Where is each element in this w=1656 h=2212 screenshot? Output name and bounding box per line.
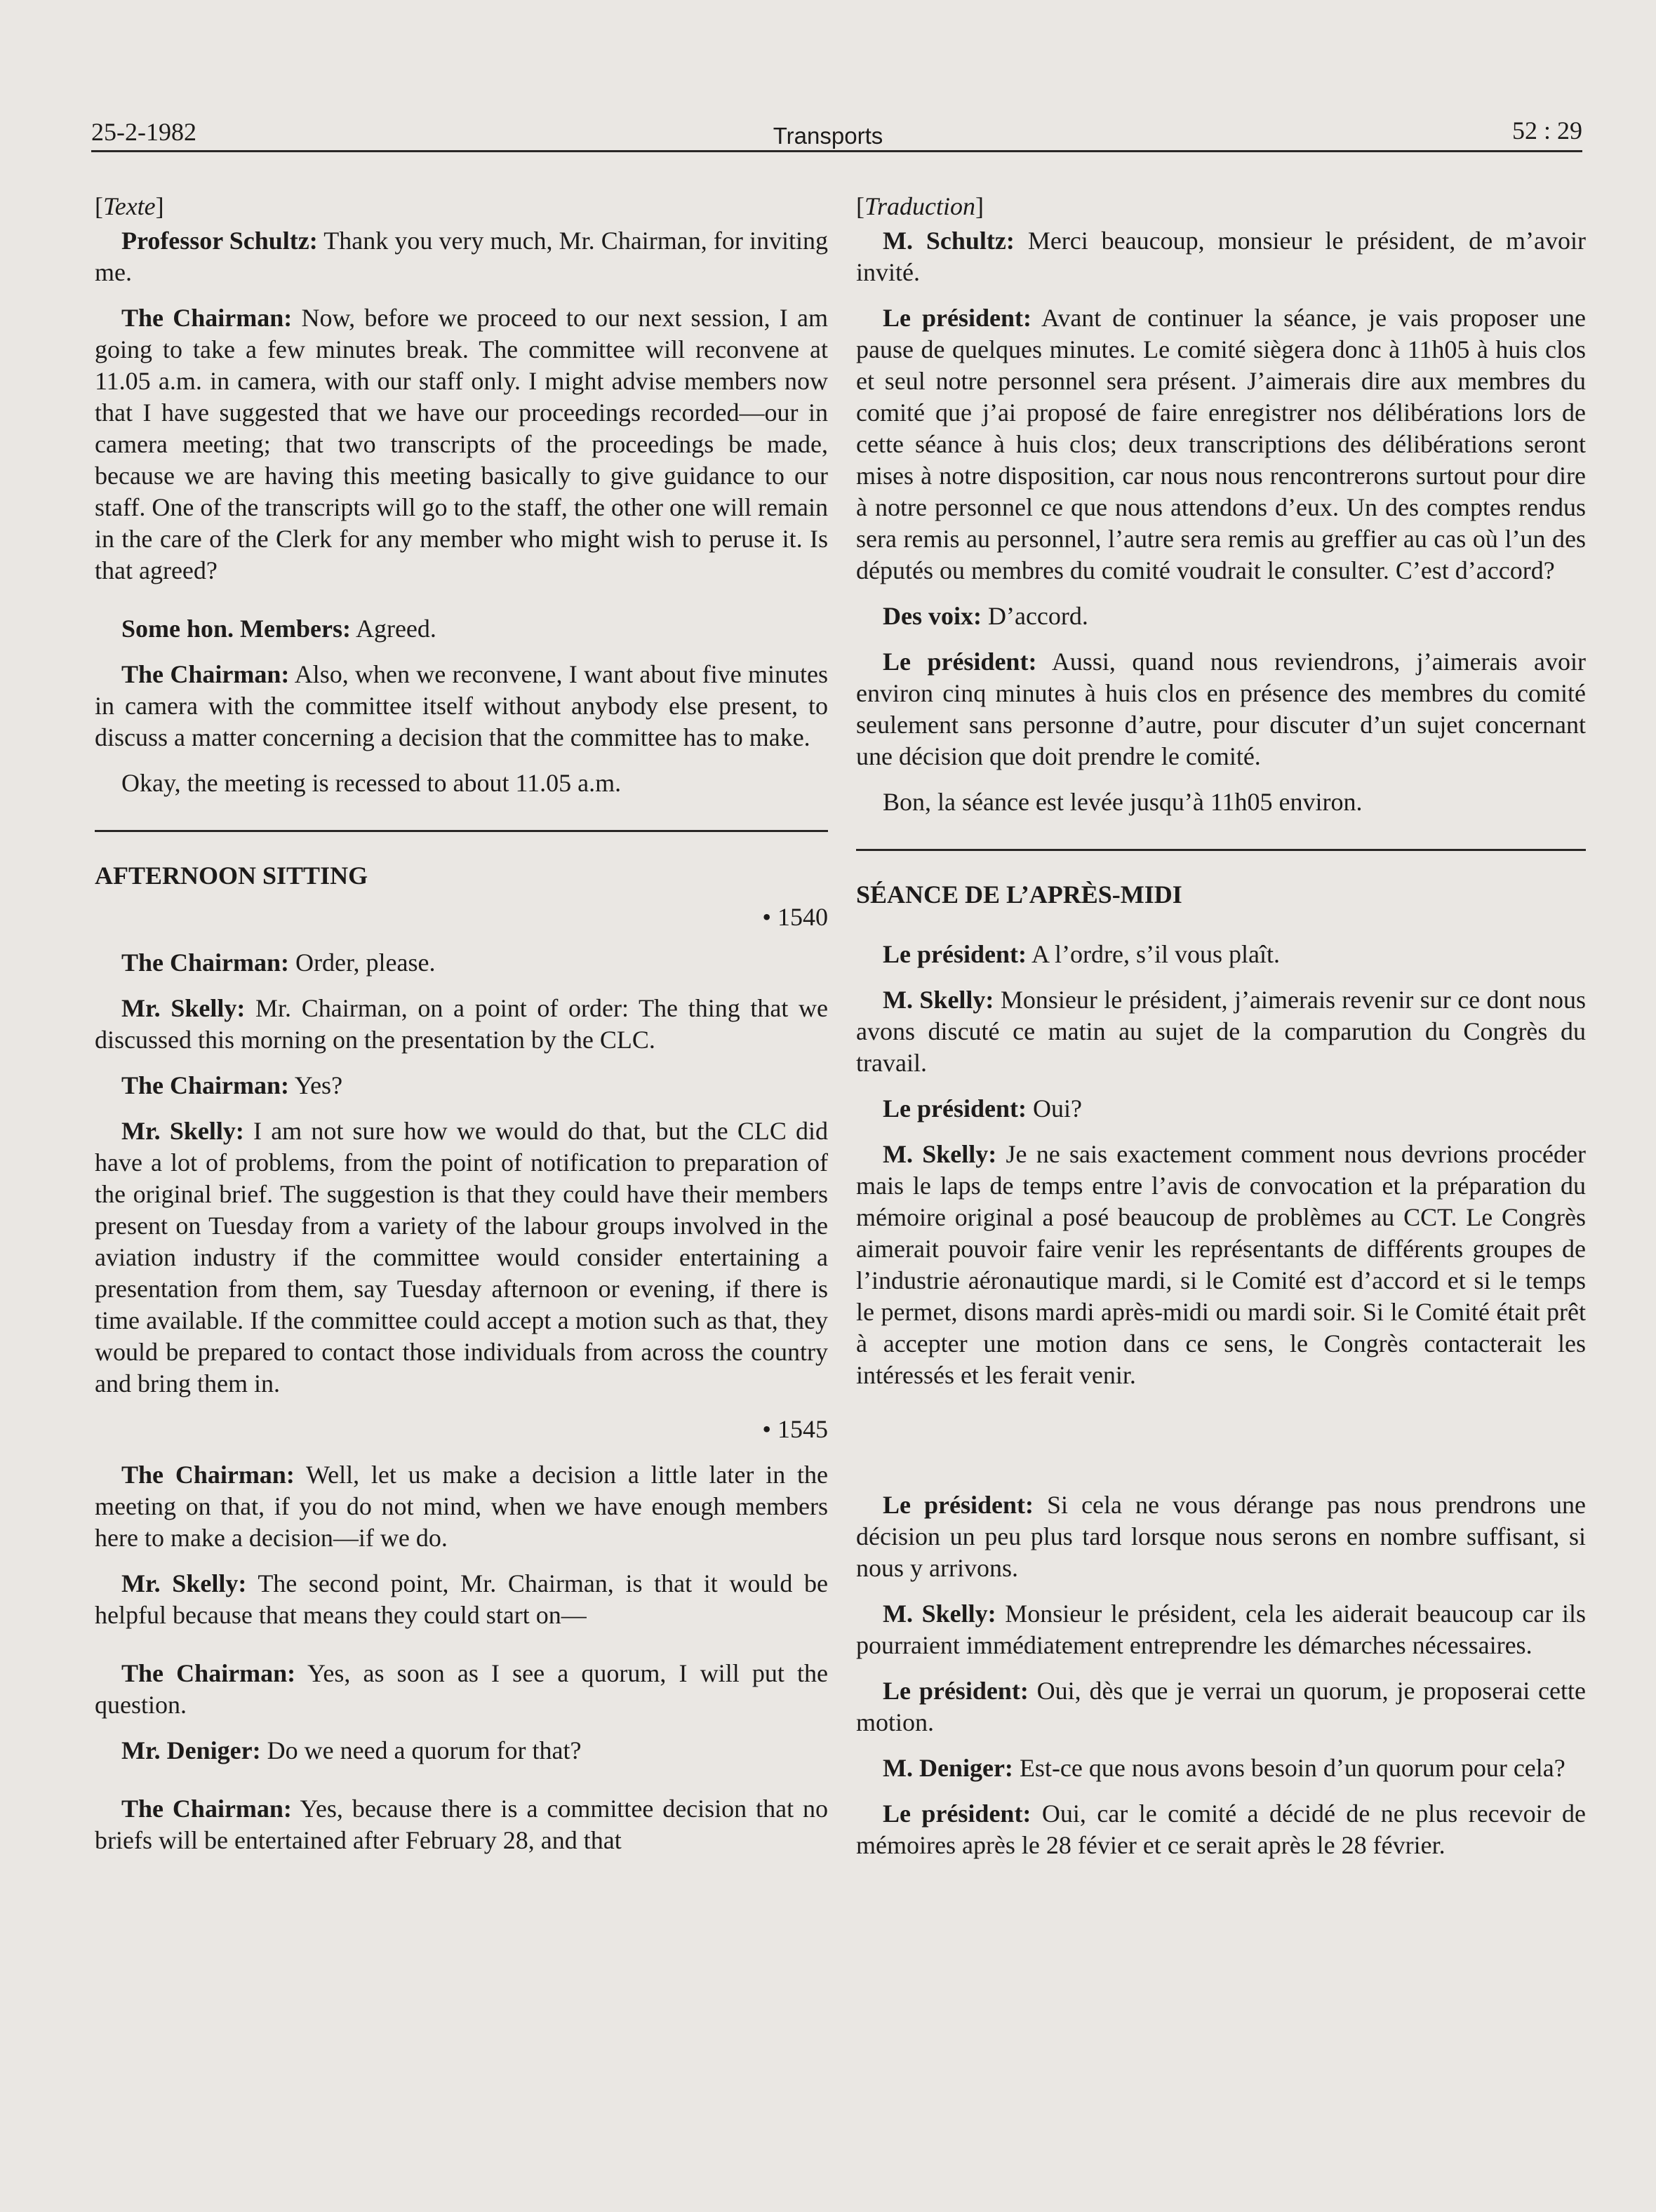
speaker: Le président: [883,1677,1029,1705]
speech-paragraph: Le président: Oui, car le comité a décidé de ne plus recevoir de mémoires après le 28 févier et ce serait après le 28 février. [856,1799,1587,1859]
section-heading: SÉANCE DE L’APRÈS-MIDI [856,880,1182,909]
speech-paragraph: Bon, la séance est levée jusqu’à 11h05 environ. [883,788,1363,816]
header-page-number: 52 : 29 [1511,116,1582,145]
speech-paragraph: M. Deniger: Est-ce que nous avons besoin d’un quorum pour cela? [883,1754,1565,1782]
speaker: The Chairman: [121,949,290,977]
speech-paragraph: The Chairman: Yes? [121,1071,343,1099]
language-tag: [Texte] [95,192,164,220]
time-marker: • 1545 [762,1415,828,1443]
speaker: The Chairman: [121,1659,296,1687]
speech-paragraph: Okay, the meeting is recessed to about 11.05 a.m. [121,769,622,797]
speaker: Le président: [883,648,1037,676]
speech-paragraph: Le président: Si cela ne vous dérange pas nous prendrons une décision un peu plus tard lorsque nous serons en nombre suffisant, si nous y arrivons. [856,1491,1586,1582]
speaker: Mr. Skelly: [121,1117,244,1145]
speech-paragraph: The Chairman: Also, when we reconvene, I want about five minutes in camera with the committee itself without anybody else present, to discuss a matter concerning a decision that the committee has to make. [95,660,829,751]
speaker: Des voix: [883,602,982,630]
speaker: Mr. Skelly: [121,994,246,1022]
speech-paragraph: Le président: Avant de continuer la séance, je vais proposer une pause de quelques minutes. Le comité siègera donc à 11h05 à huis clos et seul notre personnel sera présent. J’aimerais dire aux membres du comité que j’ai proposé de faire enregistrer nos délibérations lors de cette séance à huis clos; deux transcriptions des délibérations seront mises à notre disposition, car nous nous rencontrerons surtout pour dire à notre personnel ce que nous attendons d’eux. Un des comptes rendus sera remis au personnel, l’autre sera remis au greffier au cas où l’un des députés ou membres du comité voudrait le consulter. C’est d’accord? [856,304,1587,584]
speaker: Le président: [883,940,1027,968]
speech-paragraph: The Chairman: Order, please. [121,949,436,977]
speaker: The Chairman: [121,1461,295,1489]
speaker: M. Skelly: [883,1140,997,1168]
speech-paragraph: M. Skelly: Monsieur le président, j’aimerais revenir sur ce dont nous avons discuté ce matin au sujet de la comparution du Congrès du travail. [856,986,1587,1077]
speech-paragraph: The Chairman: Well, let us make a decision a little later in the meeting on that, if you do not mind, when we have enough members here to make a decision—if we do. [95,1461,828,1552]
header-title: Transports [773,123,883,149]
speaker: Mr. Skelly: [121,1569,247,1597]
speech-paragraph: Des voix: D’accord. [883,602,1088,630]
speech-paragraph: The Chairman: Yes, because there is a committee decision that no briefs will be entertained after February 28, and that [95,1795,828,1854]
section-heading: AFTERNOON SITTING [95,862,368,890]
speaker: The Chairman: [121,304,293,332]
speaker: Le président: [883,1799,1031,1828]
speech-paragraph: Some hon. Members: Agreed. [121,615,436,643]
speech-paragraph: Mr. Skelly: The second point, Mr. Chairman, is that it would be helpful because that means they could start on— [95,1569,828,1629]
speech-paragraph: Mr. Skelly: I am not sure how we would do that, but the CLC did have a lot of problems, from the point of notification to preparation of the original brief. The suggestion is that they could have their members present on Tuesday from a variety of the labour groups involved in the aviation industry if the committee would consider entertaining a presentation from them, say Tuesday afternoon or evening, if there is time available. If the committee could accept a motion such as that, they would be prepared to contact those individuals from across the country and bring them in. [95,1117,829,1397]
speech-paragraph: Le président: Oui, dès que je verrai un quorum, je proposerai cette motion. [856,1677,1586,1736]
speaker: Mr. Deniger: [121,1736,261,1764]
speech-paragraph: The Chairman: Now, before we proceed to our next session, I am going to take a few minutes break. The committee will reconvene at 11.05 a.m. in camera, with our staff only. I might advise members now that I have suggested that we have our proceedings recorded—our in camera meeting; that two transcripts of the proceedings be made, because we are having this meeting basically to give guidance to our staff. One of the transcripts will go to the staff, the other one will remain in the care of the Clerk for any member who might wish to peruse it. Is that agreed? [95,304,828,584]
speech-paragraph: The Chairman: Yes, as soon as I see a quorum, I will put the question. [95,1659,828,1719]
speech-paragraph: Le président: A l’ordre, s’il vous plaît. [883,940,1280,968]
english-column [95,191,828,1870]
language-tag: [Traduction] [856,192,984,220]
speech-paragraph: M. Skelly: Monsieur le président, cela les aiderait beaucoup car ils pourraient immédiatement entreprendre les démarches nécessaires. [856,1600,1586,1659]
speech-paragraph: Le président: Oui? [883,1094,1082,1122]
speech-paragraph: Mr. Deniger: Do we need a quorum for that? [121,1736,582,1764]
speaker: The Chairman: [121,1795,292,1823]
speech-paragraph: Professor Schultz: Thank you very much, Mr. Chairman, for inviting me. [95,227,828,286]
section-divider [856,849,1586,851]
speech-paragraph: M. Schultz: Merci beaucoup, monsieur le président, de m’avoir invité. [856,227,1587,286]
speaker: Some hon. Members: [121,615,351,643]
speech-paragraph: Le président: Aussi, quand nous reviendrons, j’aimerais avoir environ cinq minutes à huis clos en présence des membres du comité seulement sans personne d’autre, pour discuter d’un sujet concernant une décision que doit prendre le comité. [856,648,1587,770]
speaker: M. Schultz: [883,227,1015,255]
speech-paragraph: M. Skelly: Je ne sais exactement comment nous devrions procéder mais le laps de temps entre l’avis de convocation et la préparation du mémoire original a posé beaucoup de problèmes au CCT. Le Congrès aimerait pouvoir faire venir les représentants de différents groupes de l’industrie aéronautique mardi, si le Comité est d’accord et si le temps le permet, disons mardi après-midi ou mardi soir. Si le Comité était prêt à accepter une motion dans ce sens, le Congrès contacterait les intéressés et les ferait venir. [856,1140,1587,1389]
speaker: M. Deniger: [883,1754,1013,1782]
speaker: Professor Schultz: [121,227,318,255]
speaker: The Chairman: [121,660,290,688]
header-date: 25-2-1982 [91,118,196,146]
speech-paragraph: Mr. Skelly: Mr. Chairman, on a point of order: The thing that we discussed this morning on the presentation by the CLC. [95,994,829,1054]
time-marker: • 1540 [762,903,828,931]
french-column [856,191,1586,1875]
speaker: Le président: [883,1491,1034,1519]
speaker: Le président: [883,304,1031,332]
speaker: Le président: [883,1094,1027,1122]
speaker: M. Skelly: [883,1600,996,1628]
speaker: The Chairman: [121,1071,290,1099]
speaker: M. Skelly: [883,986,994,1014]
section-divider [95,830,828,832]
header-rule [91,150,1582,152]
